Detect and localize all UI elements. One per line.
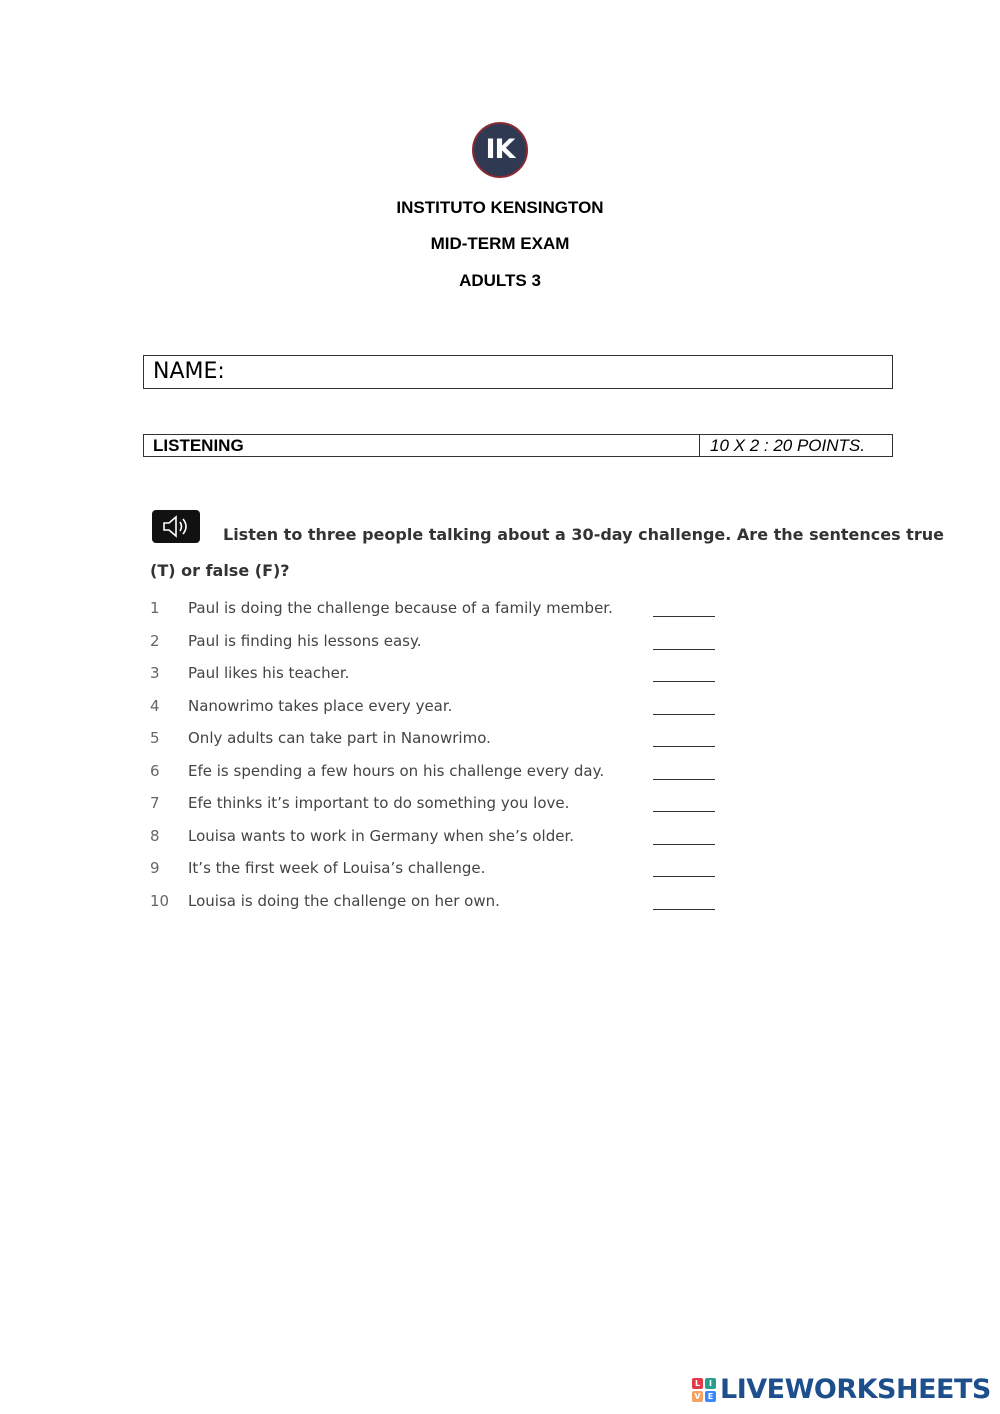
level-title: ADULTS 3: [459, 271, 541, 290]
answer-blank[interactable]: [653, 746, 715, 747]
brand-square: E: [705, 1391, 716, 1402]
answer-blank[interactable]: [653, 649, 715, 650]
question-number: 1: [150, 599, 160, 617]
question-row: [150, 729, 720, 751]
question-text: Only adults can take part in Nanowrimo.: [188, 729, 491, 747]
question-number: 8: [150, 826, 160, 845]
brand-square: L: [692, 1378, 703, 1389]
institute-logo: IK: [472, 122, 528, 178]
answer-blank[interactable]: [653, 811, 715, 812]
question-text: Louisa wants to work in Germany when she’s older.: [188, 826, 575, 845]
section-points: 10 X 2 : 20 POINTS.: [710, 436, 865, 455]
question-text: Louisa is doing the challenge on her own.: [188, 891, 500, 910]
question-text: Nanowrimo takes place every year.: [188, 696, 453, 715]
question-number: 10: [150, 891, 170, 910]
question-number: 9: [150, 859, 160, 877]
answer-blank[interactable]: [653, 681, 715, 682]
answer-blank[interactable]: [653, 876, 715, 877]
exam-title: MID-TERM EXAM: [430, 234, 570, 253]
question-number: 5: [150, 729, 160, 747]
question-row: [150, 892, 720, 914]
question-number: 2: [150, 631, 160, 650]
brand-square: V: [692, 1391, 703, 1402]
question-row: [150, 697, 720, 719]
section-header: [143, 434, 893, 457]
brand-text: LIVEWORKSHEETS: [720, 1374, 991, 1405]
exercise-instruction: Listen to three people talking about a 30-day challenge. Are the sentences true (T) or false (F)?: [150, 525, 944, 580]
question-row: [150, 599, 720, 621]
answer-blank[interactable]: [653, 616, 715, 617]
answer-blank[interactable]: [653, 909, 715, 910]
section-title: LISTENING: [144, 435, 700, 456]
question-text: Paul is doing the challenge because of a family member.: [188, 599, 613, 617]
answer-blank[interactable]: [653, 779, 715, 780]
question-row: [150, 827, 720, 849]
question-row: [150, 664, 720, 686]
brand-square: I: [705, 1378, 716, 1389]
question-row: [150, 859, 720, 881]
question-text: Paul likes his teacher.: [188, 664, 350, 682]
question-text: Efe thinks it’s important to do something you love.: [188, 794, 570, 812]
liveworksheets-brand: [692, 1374, 991, 1405]
question-text: Efe is spending a few hours on his challenge every day.: [188, 761, 605, 780]
question-text: Paul is finding his lessons easy.: [188, 631, 422, 650]
institute-name: INSTITUTO KENSINGTON: [396, 198, 604, 217]
name-label: NAME:: [153, 359, 225, 384]
question-row: [150, 632, 720, 654]
question-text: It’s the first week of Louisa’s challenge.: [188, 859, 486, 877]
name-field[interactable]: [143, 355, 893, 389]
answer-blank[interactable]: [653, 844, 715, 845]
question-number: 6: [150, 761, 160, 780]
question-row: [150, 794, 720, 816]
brand-squares-icon: [692, 1378, 716, 1402]
answer-blank[interactable]: [653, 714, 715, 715]
question-row: [150, 762, 720, 784]
question-number: 3: [150, 664, 160, 682]
question-number: 7: [150, 794, 160, 812]
question-number: 4: [150, 696, 160, 715]
